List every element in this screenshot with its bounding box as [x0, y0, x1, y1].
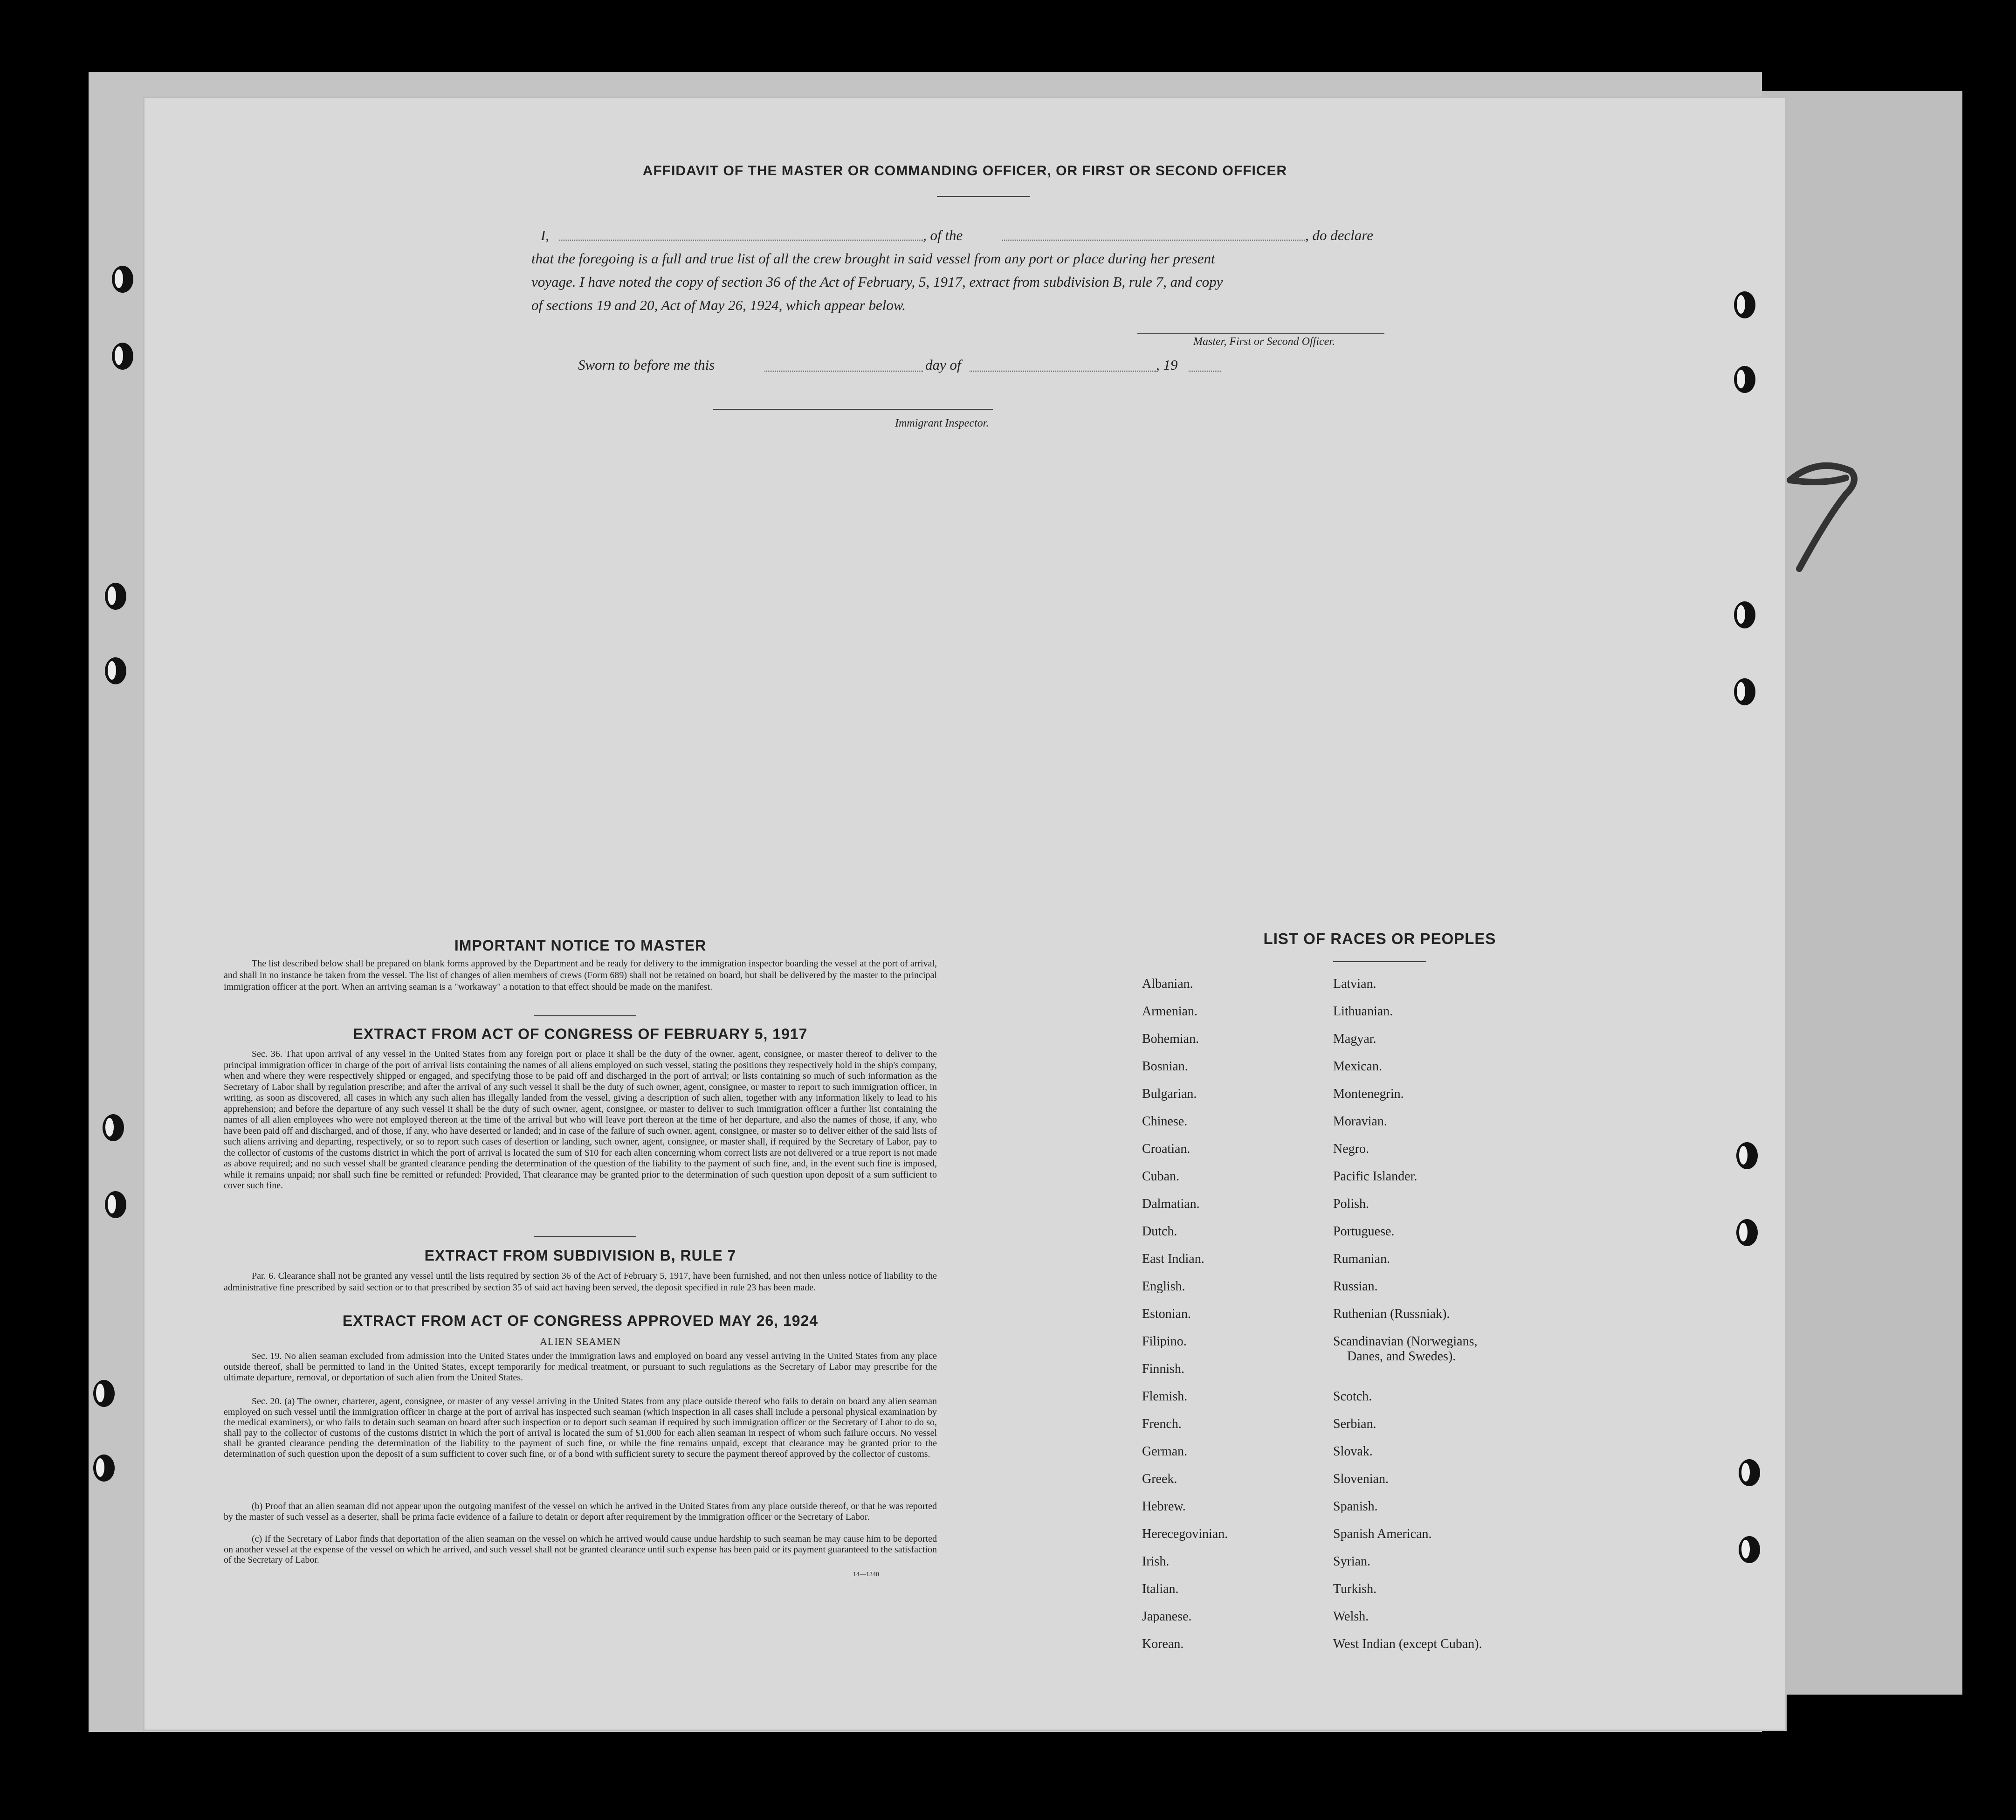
extract2-title: EXTRACT FROM SUBDIVISION B, RULE 7 [424, 1247, 736, 1264]
extract3-title: EXTRACT FROM ACT OF CONGRESS APPROVED MAY 26, 1924 [342, 1312, 819, 1329]
list-item: Bulgarian. [1142, 1087, 1197, 1101]
handwritten-mark [1781, 452, 1874, 583]
punch-hole [103, 1114, 124, 1141]
list-item: Dutch. [1142, 1224, 1177, 1239]
list-item: Filipino. [1142, 1334, 1187, 1349]
list-item: Albanian. [1142, 977, 1193, 991]
races-rule [1333, 961, 1426, 962]
list-item: Bohemian. [1142, 1032, 1199, 1046]
list-item: Lithuanian. [1333, 1004, 1393, 1019]
list-item: French. [1142, 1417, 1182, 1431]
extract3-sec20b: (b) Proof that an alien seaman did not appear upon the outgoing manifest of the vessel on which he arrived in the United States from any place outside thereof, or that he was reported by the master of such vessel as a deserter, shall be prima facie evidence of a failure to detain or deport after requirement by the immigration officer or the Secretary of Labor. [224, 1501, 937, 1522]
list-item: Slovenian. [1333, 1472, 1389, 1486]
sworn-year-field[interactable] [1189, 371, 1221, 372]
extract3-sec20c: (c) If the Secretary of Labor finds that deportation of the alien seaman on the vessel on which he arrived would cause undue hardship to such seaman he may cause him to be deported on another vessel at the expense of the vessel on which he arrived, and such vessel shall not be granted clearance until such expense has been paid or its payment guaranteed to the satisfaction of the Secretary of Labor. [224, 1534, 937, 1565]
sworn-month-field[interactable] [970, 371, 1156, 372]
affidavit-line3: voyage. I have noted the copy of section 36 of the Act of February, 5, 1917, extract from subdivision B, rule 7, and copy [531, 274, 1223, 290]
list-item: Flemish. [1142, 1389, 1188, 1404]
list-item: Dalmatian. [1142, 1197, 1200, 1211]
punch-hole [112, 266, 133, 293]
list-item: Portuguese. [1333, 1224, 1395, 1239]
affidavit-line1-a: I, [541, 227, 550, 243]
punch-hole [1734, 678, 1755, 705]
list-item: Scandinavian (Norwegians, [1333, 1334, 1478, 1349]
list-item: Rumanian. [1333, 1252, 1390, 1266]
list-item: Finnish. [1142, 1362, 1185, 1376]
affidavit-line1-b: , of the [923, 227, 963, 243]
list-item: Hebrew. [1142, 1499, 1186, 1514]
punch-hole [1739, 1536, 1760, 1563]
extract1-title: EXTRACT FROM ACT OF CONGRESS OF FEBRUARY 5, 1917 [353, 1026, 808, 1042]
list-item: Magyar. [1333, 1032, 1376, 1046]
punch-hole [1734, 366, 1755, 393]
back-sheet-right [1762, 91, 1962, 1695]
name-field[interactable] [559, 240, 923, 241]
list-item: Moravian. [1333, 1114, 1387, 1129]
list-item: Negro. [1333, 1142, 1369, 1156]
list-item: Bosnian. [1142, 1059, 1188, 1074]
list-item: Herecegovinian. [1142, 1527, 1228, 1541]
notice-body: The list described below shall be prepared on blank forms approved by the Department and be ready for delivery to the immigration inspector boarding the vessel at the port of arrival, and shall in no instance be taken from the vessel. The list of changes of alien members of crews (Form 689) shall not be retained on board, but shall be delivered by the master to the principal immigration officer at the port. When an arriving seaman is a "workaway" a notation to that effect should be made on the manifest. [224, 958, 937, 992]
inspector-signature-line[interactable] [713, 409, 993, 410]
sworn-a: Sworn to before me this [578, 357, 715, 373]
sworn-c: , 19 [1156, 357, 1178, 373]
punch-hole [1734, 601, 1755, 628]
list-item: Greek. [1142, 1472, 1177, 1486]
list-item: Japanese. [1142, 1609, 1192, 1624]
list-item: Turkish. [1333, 1582, 1377, 1596]
punch-hole [1734, 291, 1755, 318]
punch-hole [1739, 1459, 1760, 1486]
extract3-sec19: Sec. 19. No alien seaman excluded from admission into the United States under the immigration laws and employed on board any vessel arriving in the United States from any place outside thereof, shall be permitted to land in the United States, except temporarily for medical treatment, or pursuant to such regulations as the Secretary of Labor may prescribe for the ultimate departure, removal, or deportation of such alien from the United States. [224, 1351, 937, 1383]
title-rule [937, 196, 1030, 197]
extract3-sec20a: Sec. 20. (a) The owner, charterer, agent, consignee, or master of any vessel arriving in the United States from any place outside thereof who fails to detain on board any alien seaman employed on such vessel until the immigration officer in charge at the port of arrival has inspected such seaman (which inspection in all cases shall include a personal physical examination by the medical examiners), or who fails to detain such seaman on board after such inspection or to deport such seaman if required by such immigration officer or the Secretary of Labor to do so, shall pay to the collector of customs of the customs district in which the port of arrival is located the sum of $1,000 for each alien seaman in respect of whom such failure occurs. No vessel shall be granted clearance pending the determination of the liability to the payment of such fine, or while the fine remains unpaid, except that clearance may be granted prior to the determination of such question upon the deposit of a sum sufficient to cover such fine, or of a bond with sufficient surety to secure the payment thereof approved by the collector of customs. [224, 1396, 937, 1459]
punch-hole [105, 1191, 126, 1218]
punch-hole [105, 657, 126, 684]
list-item: Scotch. [1333, 1389, 1372, 1404]
list-item: Latvian. [1333, 977, 1376, 991]
extract3-subtitle: ALIEN SEAMEN [540, 1336, 621, 1347]
vessel-field[interactable] [1002, 240, 1305, 241]
punch-hole [105, 583, 126, 610]
sworn-line [578, 357, 1231, 375]
list-item: West Indian (except Cuban). [1333, 1637, 1482, 1651]
extract1-rule [534, 1236, 636, 1237]
punch-hole [1736, 1219, 1758, 1246]
races-col2 [1333, 977, 1482, 1664]
list-item: Syrian. [1333, 1554, 1371, 1569]
notice-title: IMPORTANT NOTICE TO MASTER [454, 937, 707, 954]
list-item: Spanish American. [1333, 1527, 1432, 1541]
list-item: Welsh. [1333, 1609, 1369, 1624]
punch-hole [93, 1380, 115, 1407]
sworn-b: day of [925, 357, 961, 373]
list-item: Korean. [1142, 1637, 1184, 1651]
list-item: Spanish. [1333, 1499, 1378, 1514]
inspector-label: Immigrant Inspector. [895, 417, 989, 429]
list-item: Mexican. [1333, 1059, 1382, 1074]
form-number: 14—1340 [853, 1571, 879, 1578]
punch-hole [1736, 1142, 1758, 1169]
list-item: Slovak. [1333, 1444, 1373, 1459]
list-item: Cuban. [1142, 1169, 1180, 1184]
list-item: Ruthenian (Russniak). [1333, 1307, 1450, 1321]
list-item: German. [1142, 1444, 1188, 1459]
extract2-body: Par. 6. Clearance shall not be granted any vessel until the lists required by section 36 of the Act of February 5, 1917, have been furnished, and not then unless notice of liability to the administrative fine prescribed by said section or to that prescribed by section 35 of said act having been served, the deposit specified in rule 23 has been made. [224, 1271, 937, 1293]
list-item: Danes, and Swedes). [1347, 1349, 1456, 1364]
document-page [144, 98, 1785, 1730]
list-item: Armenian. [1142, 1004, 1197, 1019]
affidavit-title: AFFIDAVIT OF THE MASTER OR COMMANDING OFFICER, OR FIRST OR SECOND OFFICER [642, 163, 1287, 179]
extract1-body: Sec. 36. That upon arrival of any vessel in the United States from any foreign port or place it shall be the duty of the owner, agent, consignee, or master thereof to deliver to the principal immigration officer in charge of the port of arrival lists containing the names of all aliens employed on such vessel, stating the positions they respectively hold in the ship's company, when and where they were respectively shipped or engaged, and specifying those to be paid off and discharged in the port of arrival; or lists containing so much of such information as the Secretary of Labor shall by regulation prescribe; and after the arrival of any such vessel it shall be the duty of such owner, agent, consignee, or master to report to such immigration officer, in writing, as soon as discovered, all cases in which any such alien has illegally landed from the vessel, giving a description of such alien, together with any information likely to lead to his apprehension; and before the departure of any such vessel it shall be the duty of such owner, agent, consignee, or master to deliver to such immigration officer a further list containing the names of all alien employees who were not employed thereon at the time of the arrival but who will leave port thereon at the time of her departure, and also the names of those, if any, who have been paid off and discharged, and of those, if any, who have deserted or landed; and in case of the failure of such owner, agent, consignee, or master so to deliver either of the said lists of such aliens arriving and departing, respectively, or so to report such cases of desertion or landing, such owner, agent, consignee, or master shall, if required by the Secretary of Labor, pay to the collector of customs of the customs district in which the port of arrival is located the sum of $10 for each alien concerning whom correct lists are not delivered or a true report is not made as above required; and no such vessel shall be granted clearance pending the determination of the question of the liability to the payment of such fine, and, in the event such fine is imposed, while it remains unpaid; nor shall such fine be remitted or refunded: Provided, That clearance may be granted prior to the determination of such question upon deposit of a sum sufficient to cover such fine. [224, 1049, 937, 1191]
races-title: LIST OF RACES OR PEOPLES [1263, 930, 1496, 947]
list-item: Irish. [1142, 1554, 1170, 1569]
punch-hole [112, 343, 133, 370]
affidavit-line4: of sections 19 and 20, Act of May 26, 1924, which appear below. [531, 297, 906, 313]
affidavit-line2: that the foregoing is a full and true list of all the crew brought in said vessel from any port or place during her present [531, 250, 1215, 267]
notice-rule [534, 1015, 636, 1016]
list-item: Polish. [1333, 1197, 1369, 1211]
punch-hole [93, 1455, 115, 1482]
affidavit-line1-c: , do declare [1305, 227, 1374, 243]
list-item: Italian. [1142, 1582, 1179, 1596]
affidavit-body [531, 224, 1580, 317]
master-label: Master, First or Second Officer. [1193, 336, 1335, 348]
list-item: Pacific Islander. [1333, 1169, 1417, 1184]
list-item: Russian. [1333, 1279, 1378, 1294]
races-col1 [1142, 977, 1228, 1664]
list-item: Croatian. [1142, 1142, 1190, 1156]
list-item: Estonian. [1142, 1307, 1191, 1321]
sworn-day-field[interactable] [764, 371, 923, 372]
list-item: Chinese. [1142, 1114, 1188, 1129]
list-item: Montenegrin. [1333, 1087, 1404, 1101]
list-item: English. [1142, 1279, 1185, 1294]
list-item: Serbian. [1333, 1417, 1376, 1431]
master-signature-line[interactable] [1137, 333, 1384, 334]
list-item: East Indian. [1142, 1252, 1204, 1266]
